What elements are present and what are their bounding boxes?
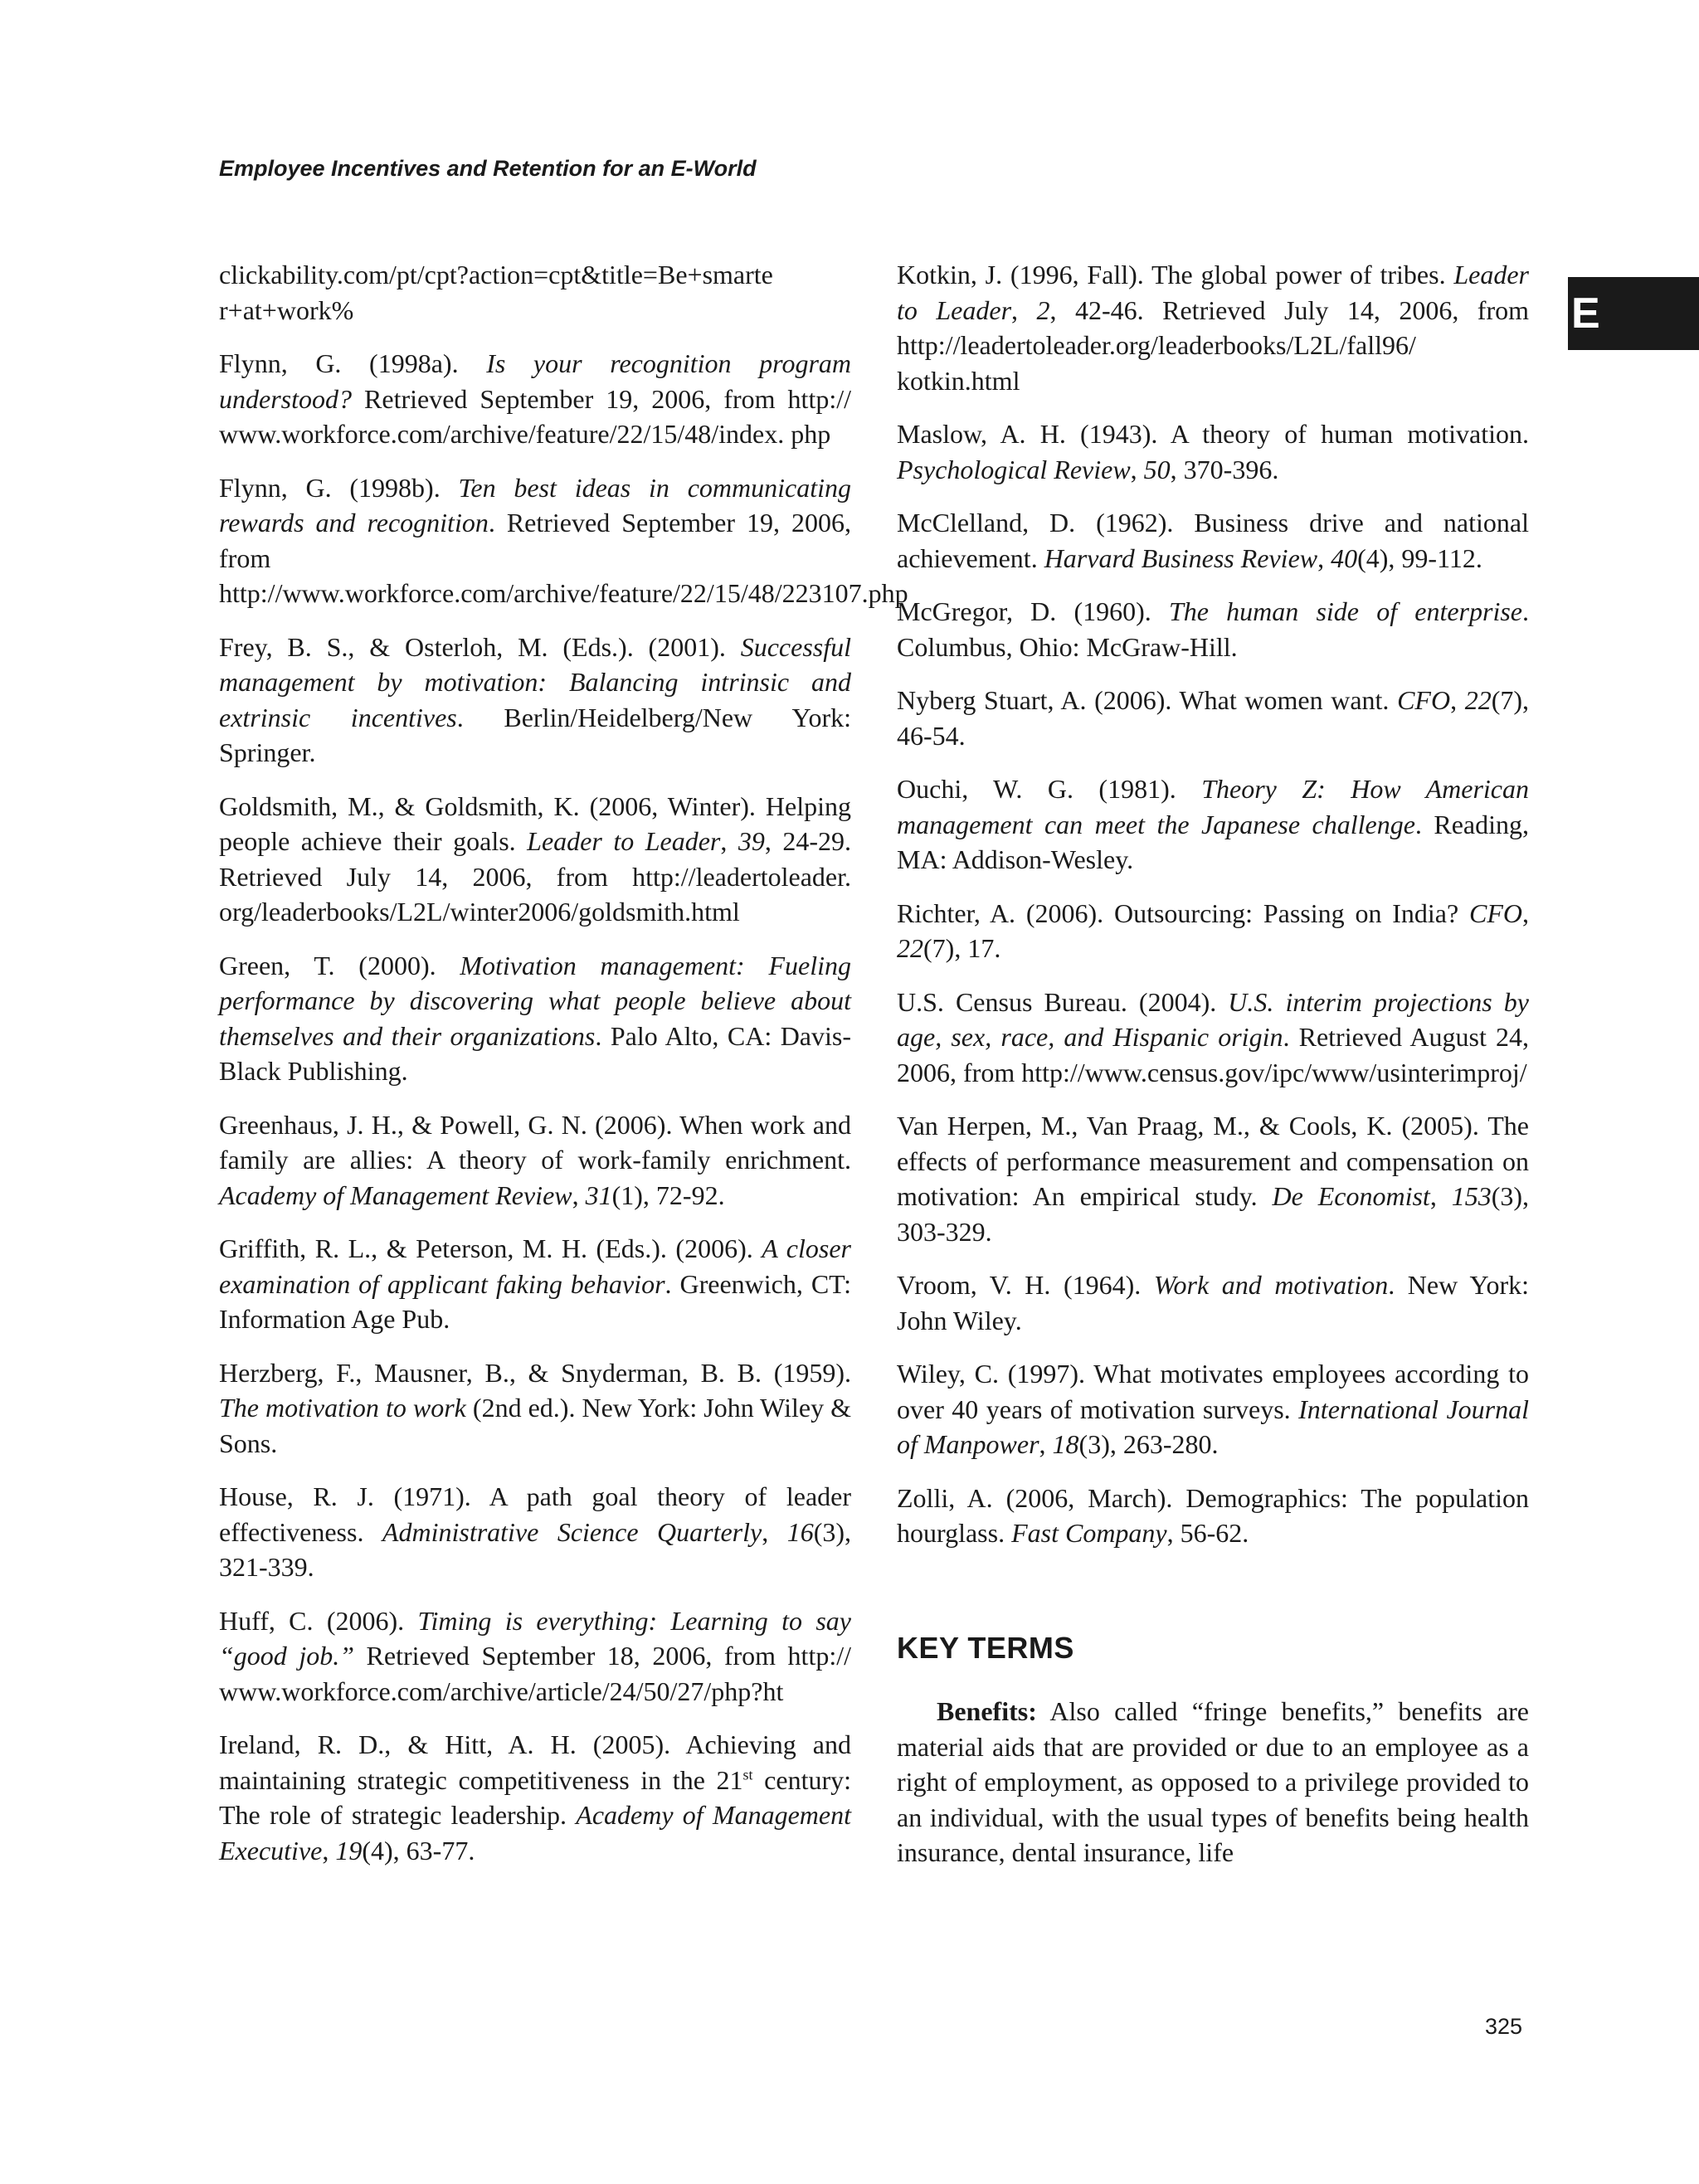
reference-text: . Greenwich, CT: Information Age Pub. xyxy=(219,1268,852,1334)
right-column-references xyxy=(897,257,1529,1551)
reference-italic-text: 50 xyxy=(1143,454,1171,484)
reference-text: , xyxy=(1130,454,1144,484)
reference-text: Wiley, C. (1997). What motivates employees according to over 40 years of motivation surveys. xyxy=(897,1359,1529,1424)
reference-italic-text: The motivation to work xyxy=(219,1393,466,1423)
reference-text: century: The role of strategic leadership. xyxy=(219,1764,852,1830)
reference-italic-text: Is your recognition program understood? xyxy=(219,348,851,414)
reference-text: (7), 17. xyxy=(923,933,1001,963)
reference-entry xyxy=(897,771,1529,878)
section-tab-marker xyxy=(1568,277,1699,350)
key-term-definition: Also called “fringe benefits,” benefits are material aids that are provided or due to an employee as a right of employment, as opposed to a privilege provided to an individual, with the usual types of benefits being health insurance, dental insurance, life xyxy=(897,1696,1529,1867)
reference-text: Retrieved September 19, 2006, from http:// www.workforce.com/archive/feature/22/15/48/index. php xyxy=(219,383,851,449)
reference-italic-text: U.S. interim projections by age, sex, race, and Hispanic origin xyxy=(897,986,1530,1052)
reference-text: Kotkin, J. (1996, Fall). The global power of tribes. xyxy=(897,260,1454,289)
reference-text: Flynn, G. (1998b). xyxy=(219,472,459,503)
right-column xyxy=(897,257,1529,1870)
reference-text: , xyxy=(572,1180,586,1210)
left-column-references xyxy=(219,257,908,1886)
reference-italic-text: De Economist xyxy=(1272,1181,1430,1211)
reference-italic-text: Work and motivation xyxy=(1153,1270,1389,1300)
reference-text: (3), 303-329. xyxy=(897,1181,1530,1247)
key-term-entry xyxy=(897,1694,1529,1870)
reference-text: Huff, C. (2006). xyxy=(219,1605,418,1636)
reference-entry xyxy=(897,896,1529,966)
reference-text: Herzberg, F., Mausner, B., & Snyderman, B. B. (1959). xyxy=(219,1357,851,1388)
key-term-name: Benefits: xyxy=(937,1696,1037,1726)
reference-italic-text: Successful management by motivation: Balancing intrinsic and extrinsic incentives xyxy=(219,631,851,732)
reference-entry xyxy=(219,948,851,1089)
reference-entry xyxy=(219,346,851,452)
reference-text: , xyxy=(322,1835,336,1865)
reference-text: Maslow, A. H. (1943). A theory of human motivation. xyxy=(897,419,1529,449)
reference-italic-text: 22 xyxy=(897,933,923,963)
reference-text: Ouchi, W. G. (1981). xyxy=(897,774,1202,804)
reference-entry xyxy=(897,416,1529,487)
reference-italic-text: International Journal of Manpower xyxy=(897,1394,1530,1459)
reference-italic-text: CFO xyxy=(1469,897,1522,928)
reference-text: Van Herpen, M., Van Praag, M., & Cools, K. (2005). The effects of performance measurement and compensation on motivation: An empirical study. xyxy=(897,1111,1529,1211)
reference-text: , 24-29. Retrieved July 14, 2006, from http://leadertoleader. org/leaderbooks/L2L/winter2006/goldsmith.html xyxy=(219,826,852,927)
reference-text: (4), 63-77. xyxy=(362,1835,475,1865)
reference-text: Green, T. (2000). xyxy=(219,950,460,980)
reference-entry xyxy=(897,505,1529,576)
reference-text: (7), 46-54. xyxy=(897,685,1530,751)
reference-entry xyxy=(897,1267,1529,1338)
reference-entry xyxy=(897,594,1529,664)
reference-italic-text: 39 xyxy=(738,826,765,856)
reference-superscript: st xyxy=(742,1765,753,1783)
reference-italic-text: Timing is everything: Learning to say “good job.” xyxy=(219,1605,852,1671)
reference-italic-text: 19 xyxy=(335,1835,363,1865)
reference-italic-text: 153 xyxy=(1451,1181,1492,1211)
reference-entry xyxy=(897,1481,1529,1551)
reference-entry xyxy=(219,1107,851,1214)
reference-text: Nyberg Stuart, A. (2006). What women want. xyxy=(897,685,1398,715)
reference-text: (2nd ed.). New York: John Wiley & Sons. xyxy=(219,1393,852,1458)
reference-text: clickability.com/pt/cpt?action=cpt&title=Be+smarte r+at+work% xyxy=(219,260,773,325)
reference-text: , xyxy=(1450,685,1465,715)
reference-text: McClelland, D. (1962). Business drive and national achievement. xyxy=(897,508,1529,573)
reference-italic-text: The human side of enterprise xyxy=(1168,596,1523,626)
reference-text: . Columbus, Ohio: McGraw-Hill. xyxy=(897,596,1530,662)
reference-italic-text: Leader to Leader xyxy=(897,260,1529,325)
reference-text: (1), 72-92. xyxy=(611,1180,725,1210)
reference-text: , xyxy=(720,826,738,856)
reference-text: Greenhaus, J. H., & Powell, G. N. (2006). When work and family are allies: A theory of work-family enrichment. xyxy=(219,1109,851,1175)
reference-italic-text: Harvard Business Review xyxy=(1044,542,1318,573)
reference-italic-text: Administrative Science Quarterly xyxy=(382,1516,762,1547)
key-terms-heading: KEY TERMS xyxy=(897,1630,1074,1665)
reference-text: U.S. Census Bureau. (2004). xyxy=(897,986,1229,1017)
reference-entry xyxy=(897,257,1529,398)
reference-italic-text: 16 xyxy=(786,1516,814,1547)
page-number: 325 xyxy=(1485,2014,1523,2039)
reference-entry xyxy=(219,470,908,611)
reference-entry xyxy=(219,1231,851,1337)
reference-entry xyxy=(897,1108,1529,1249)
reference-italic-text: Academy of Management Executive xyxy=(219,1800,852,1865)
reference-text: Goldsmith, M., & Goldsmith, K. (2006, Winter). Helping people achieve their goals. xyxy=(219,790,851,856)
reference-text: , xyxy=(1317,542,1331,573)
reference-text: . Retrieved September 19, 2006, from http://www.workforce.com/archive/feature/22/15/48/223107.php xyxy=(219,508,908,608)
reference-text: , 56-62. xyxy=(1166,1518,1249,1548)
reference-entry xyxy=(219,257,851,328)
reference-italic-text: 22 xyxy=(1464,685,1492,715)
reference-text: , xyxy=(1429,1181,1452,1211)
reference-entry xyxy=(897,683,1529,753)
reference-entry xyxy=(219,789,851,930)
reference-text: Retrieved September 18, 2006, from http:// www.workforce.com/archive/article/24/50/27/php?ht xyxy=(219,1641,852,1706)
reference-entry xyxy=(219,1603,851,1710)
reference-text: Ireland, R. D., & Hitt, A. H. (2005). Achieving and maintaining strategic competitiveness in the 21 xyxy=(219,1729,851,1795)
running-header-title: Employee Incentives and Retention for an E-World xyxy=(219,156,757,181)
reference-entry xyxy=(219,1727,851,1868)
reference-text: Vroom, V. H. (1964). xyxy=(897,1270,1154,1300)
reference-entry xyxy=(897,1356,1529,1462)
reference-text: , xyxy=(1039,1429,1053,1459)
key-terms-list xyxy=(897,1694,1529,1870)
reference-text: Zolli, A. (2006, March). Demographics: The population hourglass. xyxy=(897,1482,1529,1548)
reference-italic-text: 40 xyxy=(1331,542,1358,573)
reference-text: . New York: John Wiley. xyxy=(897,1270,1529,1335)
reference-entry xyxy=(219,1479,851,1585)
reference-text: , 42-46. Retrieved July 14, 2006, from http://leadertoleader.org/leaderbooks/L2L/fall96/ kotkin.html xyxy=(897,294,1530,396)
reference-text: , xyxy=(762,1516,787,1547)
reference-italic-text: Motivation management: Fueling performance by discovering what people believe about themselves and their organizations xyxy=(219,950,852,1051)
reference-italic-text: Academy of Management Review xyxy=(219,1180,572,1210)
reference-text: , xyxy=(1522,897,1529,928)
reference-italic-text: 2 xyxy=(1036,294,1050,325)
reference-text: McGregor, D. (1960). xyxy=(897,596,1169,626)
reference-text: . Retrieved August 24, 2006, from http://www.census.gov/ipc/www/usinterimproj/ xyxy=(897,1022,1530,1087)
reference-text: . Reading, MA: Addison-Wesley. xyxy=(897,809,1530,874)
reference-italic-text: Theory Z: How American management can meet the Japanese challenge xyxy=(897,774,1530,839)
reference-entry xyxy=(219,630,851,771)
reference-italic-text: Ten best ideas in communicating rewards and recognition xyxy=(219,472,852,537)
reference-text: Flynn, G. (1998a). xyxy=(219,348,487,378)
reference-text: (3), 321-339. xyxy=(219,1516,852,1582)
reference-text: , 370-396. xyxy=(1170,454,1279,484)
reference-italic-text: Psychological Review xyxy=(897,454,1131,484)
reference-text: (3), 263-280. xyxy=(1078,1429,1219,1459)
reference-text: House, R. J. (1971). A path goal theory of leader effectiveness. xyxy=(219,1481,851,1547)
reference-italic-text: Leader to Leader xyxy=(527,826,721,856)
section-tab-letter: E xyxy=(1571,289,1600,338)
reference-text: . Palo Alto, CA: Davis-Black Publishing. xyxy=(219,1020,852,1086)
reference-italic-text: 18 xyxy=(1052,1429,1079,1459)
reference-entry xyxy=(897,985,1529,1091)
reference-italic-text: CFO xyxy=(1397,685,1451,715)
reference-text: Griffith, R. L., & Peterson, M. H. (Eds.). (2006). xyxy=(219,1233,762,1263)
reference-text: Frey, B. S., & Osterloh, M. (Eds.). (2001). xyxy=(219,631,741,662)
reference-text: . Berlin/Heidelberg/New York: Springer. xyxy=(219,702,852,767)
reference-text: (4), 99-112. xyxy=(1357,542,1482,573)
reference-italic-text: Fast Company xyxy=(1011,1518,1167,1548)
reference-italic-text: A closer examination of applicant faking behavior xyxy=(219,1233,852,1299)
reference-text: Richter, A. (2006). Outsourcing: Passing on India? xyxy=(897,897,1469,928)
reference-text: , xyxy=(1011,294,1037,325)
reference-entry xyxy=(219,1355,851,1462)
reference-italic-text: 31 xyxy=(585,1180,612,1210)
